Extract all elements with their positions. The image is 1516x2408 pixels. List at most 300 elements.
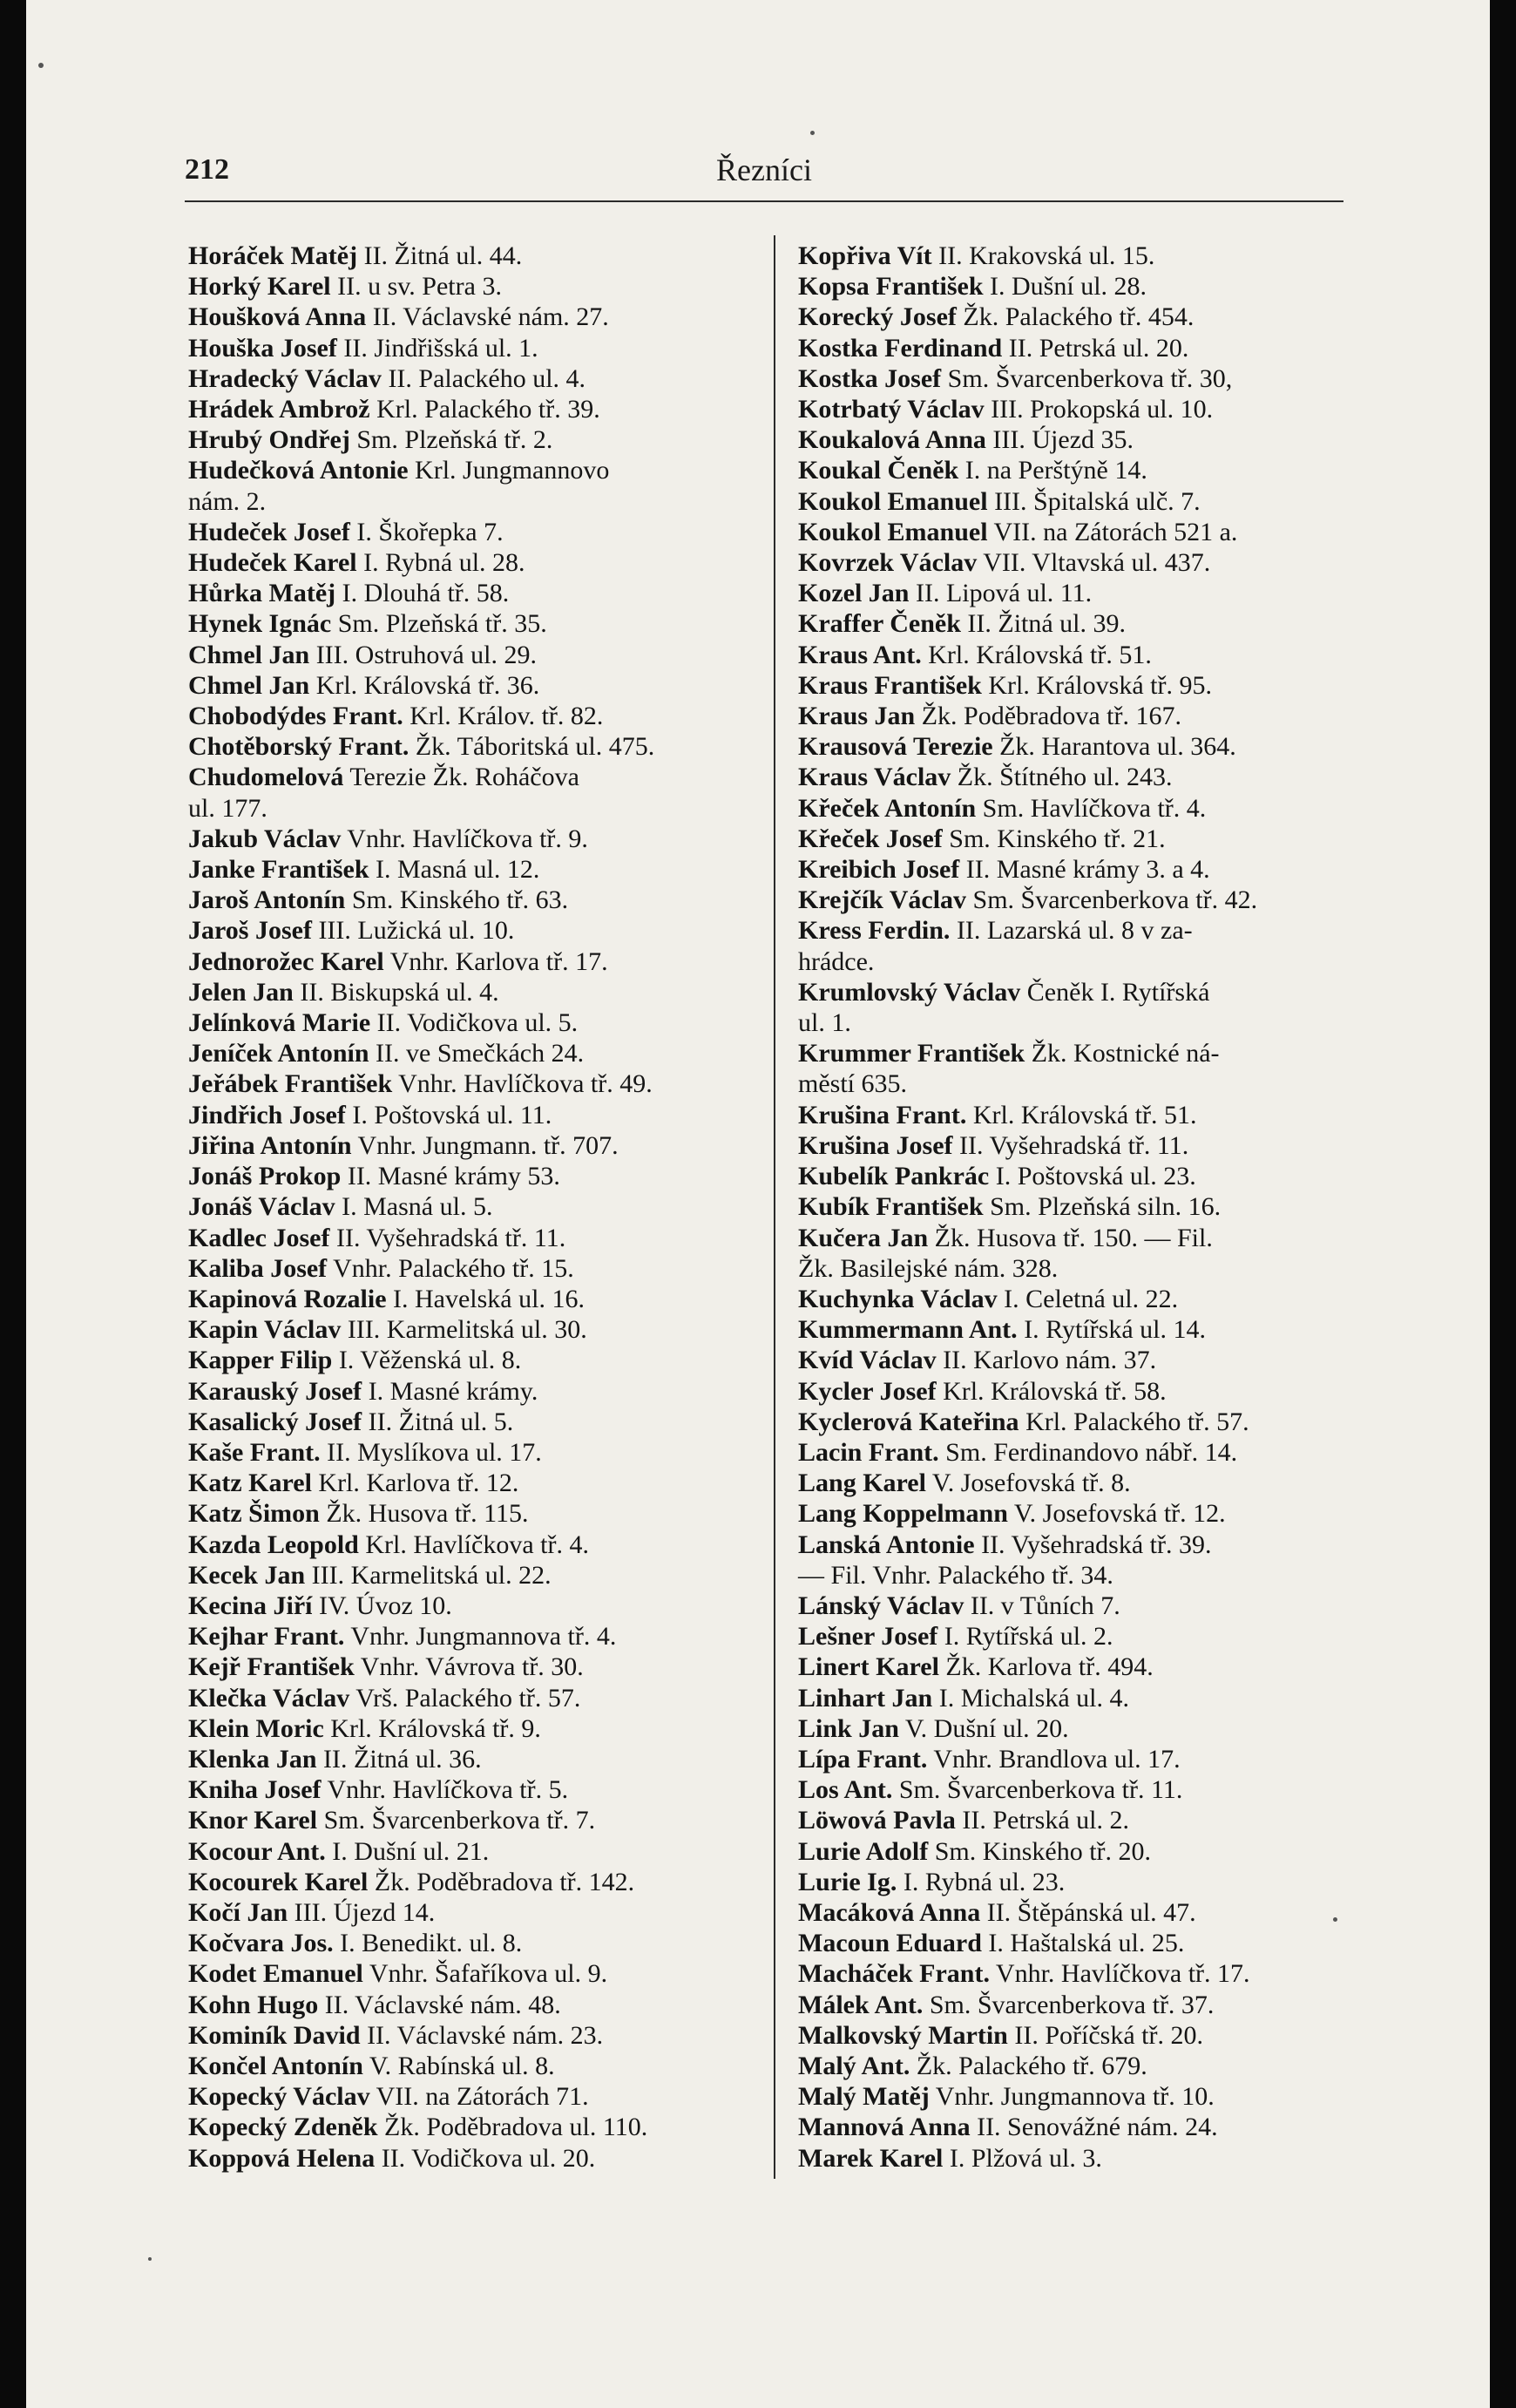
directory-entry bbox=[188, 2112, 746, 2142]
entry-name: Kocourek Karel bbox=[188, 1867, 369, 1896]
entry-address: městí 635. bbox=[798, 1069, 907, 1099]
directory-entry bbox=[798, 1897, 1364, 1928]
entry-name: Macoun Eduard bbox=[798, 1929, 982, 1958]
entry-address: Krl. Palackého tř. 57. bbox=[1019, 1407, 1249, 1436]
entry-address: II. Senovážné nám. 24. bbox=[970, 2113, 1218, 2142]
entry-name: Kopecký Václav bbox=[188, 2082, 370, 2112]
directory-entry bbox=[798, 1191, 1364, 1222]
directory-entry bbox=[188, 1191, 746, 1222]
right-column bbox=[798, 241, 1364, 2174]
entry-address: Vnhr. Havlíčkova tř. 49. bbox=[392, 1069, 653, 1099]
directory-entry bbox=[188, 271, 746, 302]
entry-address: II. Masné krámy 3. a 4. bbox=[959, 855, 1210, 885]
entry-address: Vnhr. Vávrova tř. 30. bbox=[354, 1652, 584, 1682]
entry-address: Krl. Karlova tř. 12. bbox=[311, 1469, 519, 1498]
entry-name: Kazda Leopold bbox=[188, 1530, 359, 1559]
directory-entry bbox=[798, 731, 1364, 762]
directory-entry bbox=[188, 1007, 746, 1038]
directory-entry bbox=[798, 271, 1364, 302]
entry-name: Kočí Jan bbox=[188, 1897, 288, 1927]
entry-address: II. Masné krámy 53. bbox=[341, 1162, 560, 1191]
entry-name: Lípa Frant. bbox=[798, 1744, 928, 1774]
entry-address: I. Dlouhá tř. 58. bbox=[335, 579, 510, 608]
directory-entry bbox=[798, 1530, 1364, 1560]
entry-name: Jakub Václav bbox=[188, 824, 342, 853]
entry-name: Jelínková Marie bbox=[188, 1008, 371, 1038]
entry-name: Kress Ferdin. bbox=[798, 916, 951, 946]
directory-entry bbox=[188, 424, 746, 455]
entry-address: VII. na Zátorách 71. bbox=[369, 2082, 589, 2112]
entry-address: III. Prokopská ul. 10. bbox=[984, 395, 1214, 424]
entry-name: Linert Karel bbox=[798, 1652, 939, 1682]
entry-name: Kapinová Rozalie bbox=[188, 1284, 387, 1313]
directory-entry bbox=[188, 1100, 746, 1130]
entry-name: Houška Josef bbox=[188, 333, 337, 363]
directory-entry bbox=[798, 1437, 1364, 1468]
entry-name: Houšková Anna bbox=[188, 302, 367, 332]
entry-address: II. Petrská ul. 2. bbox=[955, 1806, 1129, 1835]
entry-name: Kostka Ferdinand bbox=[798, 333, 1003, 363]
entry-address: Vnhr. Brandlova ul. 17. bbox=[927, 1744, 1181, 1774]
directory-entry bbox=[798, 2143, 1364, 2174]
directory-entry bbox=[798, 1253, 1364, 1284]
entry-name: Kycler Josef bbox=[798, 1376, 937, 1406]
entry-address: Žk. Poděbradova tř. 167. bbox=[915, 702, 1181, 731]
entry-address: II. ve Smečkách 24. bbox=[369, 1039, 585, 1068]
entry-address: Vnhr. Jungmannova tř. 10. bbox=[929, 2082, 1215, 2112]
print-speck bbox=[810, 131, 815, 135]
directory-entry bbox=[188, 1591, 746, 1621]
entry-name: Kapper Filip bbox=[188, 1346, 333, 1375]
directory-entry bbox=[188, 1284, 746, 1314]
entry-address: III. Špitalská ulč. 7. bbox=[987, 486, 1201, 516]
entry-name: Jiřina Antonín bbox=[188, 1130, 352, 1160]
directory-entry bbox=[188, 640, 746, 670]
entry-name: Kopřiva Vít bbox=[798, 241, 932, 270]
entry-name: Lurie Adolf bbox=[798, 1836, 929, 1866]
entry-name: Kvíd Václav bbox=[798, 1346, 937, 1375]
entry-address: III. Karmelitská ul. 30. bbox=[341, 1315, 587, 1345]
directory-entry bbox=[188, 1376, 746, 1407]
directory-entry bbox=[188, 608, 746, 639]
entry-address: II. Žitná ul. 5. bbox=[362, 1407, 514, 1436]
entry-name: Karauský Josef bbox=[188, 1376, 362, 1406]
entry-address: Čeněk I. Rytířská bbox=[1020, 977, 1210, 1007]
entry-name: Jeníček Antonín bbox=[188, 1039, 369, 1068]
entry-name: Lanská Antonie bbox=[798, 1530, 975, 1559]
entry-name: Lang Karel bbox=[798, 1469, 926, 1498]
entry-name: Kniha Josef bbox=[188, 1775, 321, 1805]
entry-name: Mannová Anna bbox=[798, 2113, 971, 2142]
entry-address: Žk. Kostnické ná- bbox=[1025, 1039, 1220, 1068]
entry-address: hrádce. bbox=[798, 946, 875, 976]
entry-name: Kejhar Frant. bbox=[188, 1622, 345, 1652]
directory-entry bbox=[188, 1437, 746, 1468]
entry-address: Sm. Švarcenberkova tř. 37. bbox=[923, 1990, 1215, 2019]
entry-address: I. Rytířská ul. 2. bbox=[937, 1622, 1113, 1652]
entry-address: Žk. Husova tř. 150. — Fil. bbox=[928, 1223, 1213, 1252]
directory-entry bbox=[798, 1652, 1364, 1682]
entry-address: I. Rybná ul. 28. bbox=[356, 548, 525, 578]
entry-name: Hrubý Ondřej bbox=[188, 425, 350, 455]
directory-entry bbox=[798, 2081, 1364, 2112]
directory-entry bbox=[188, 1407, 746, 1437]
entry-address: ul. 177. bbox=[188, 793, 267, 823]
entry-address: Sm. Plzeňská siln. 16. bbox=[983, 1192, 1222, 1222]
entry-name: Janke František bbox=[188, 855, 369, 885]
directory-entry bbox=[798, 1161, 1364, 1191]
entry-address: Sm. Švarcenberkova tř. 42. bbox=[966, 885, 1258, 915]
entry-address: I. Haštalská ul. 25. bbox=[981, 1929, 1185, 1958]
directory-entry bbox=[798, 1376, 1364, 1407]
entry-address: II. u sv. Petra 3. bbox=[330, 272, 502, 302]
directory-entry bbox=[798, 640, 1364, 670]
entry-address: II. Lipová ul. 11. bbox=[909, 579, 1093, 608]
entry-address: II. Žitná ul. 39. bbox=[960, 609, 1127, 639]
directory-entry bbox=[798, 1498, 1364, 1529]
entry-name: Málek Ant. bbox=[798, 1990, 924, 2019]
entry-address: Sm. Švarcenberkova tř. 7. bbox=[317, 1806, 596, 1835]
directory-entry bbox=[798, 2020, 1364, 2051]
entry-name: Kozel Jan bbox=[798, 579, 910, 608]
entry-address: I. Benedikt. ul. 8. bbox=[333, 1929, 523, 1958]
directory-entry bbox=[798, 1068, 1364, 1099]
entry-name: Malý Matěj bbox=[798, 2082, 930, 2112]
directory-entry bbox=[798, 1591, 1364, 1621]
entry-address: II. Žitná ul. 44. bbox=[357, 241, 523, 270]
page-header bbox=[185, 148, 1343, 202]
entry-name: Chobodýdes Frant. bbox=[188, 702, 403, 731]
entry-name: Kaliba Josef bbox=[188, 1253, 328, 1283]
entry-name: Koukol Emanuel bbox=[798, 517, 988, 546]
entry-address: I. na Perštýně 14. bbox=[958, 456, 1147, 485]
entry-address: nám. 2. bbox=[188, 486, 267, 516]
directory-entry bbox=[188, 946, 746, 977]
entry-name: Kuchynka Václav bbox=[798, 1284, 998, 1313]
entry-name: Koppová Helena bbox=[188, 2143, 376, 2173]
entry-address: Žk. Karlova tř. 494. bbox=[938, 1652, 1154, 1682]
entry-address: Krl. Královská tř. 36. bbox=[309, 670, 540, 700]
directory-entry bbox=[188, 1621, 746, 1652]
directory-entry bbox=[188, 1958, 746, 1989]
directory-entry bbox=[188, 2081, 746, 2112]
directory-entry bbox=[798, 1928, 1364, 1958]
entry-address: II. Václavské nám. 23. bbox=[360, 2020, 604, 2050]
entry-address: Sm. Plzeňská tř. 35. bbox=[331, 609, 547, 639]
directory-entry bbox=[188, 1223, 746, 1253]
entry-name: Lánský Václav bbox=[798, 1591, 964, 1620]
entry-address: Žk. Poděbradova tř. 142. bbox=[368, 1867, 635, 1896]
entry-name: Krummer František bbox=[798, 1039, 1025, 1068]
entry-address: II. Lazarská ul. 8 v za- bbox=[950, 916, 1193, 946]
entry-address: — Fil. Vnhr. Palackého tř. 34. bbox=[798, 1560, 1113, 1590]
entry-name: Marek Karel bbox=[798, 2143, 944, 2173]
directory-entry bbox=[188, 1253, 746, 1284]
directory-entry bbox=[798, 2051, 1364, 2081]
entry-address: Vnhr. Karlova tř. 17. bbox=[383, 946, 608, 976]
entry-name: Jelen Jan bbox=[188, 977, 294, 1007]
directory-entry bbox=[188, 670, 746, 701]
entry-name: Knor Karel bbox=[188, 1806, 318, 1835]
directory-entry bbox=[798, 424, 1364, 455]
entry-address: ul. 1. bbox=[798, 1008, 851, 1038]
directory-entry bbox=[188, 486, 746, 517]
directory-entry bbox=[188, 302, 746, 332]
directory-entry bbox=[798, 455, 1364, 485]
entry-address: Krl. Královská tř. 9. bbox=[323, 1713, 541, 1743]
section-title: Řezníci bbox=[716, 153, 812, 187]
entry-address: Sm. Švarcenberkova tř. 11. bbox=[892, 1775, 1183, 1805]
directory-entry bbox=[798, 486, 1364, 517]
entry-name: Kubelík Pankrác bbox=[798, 1162, 990, 1191]
entry-address: III. Karmelitská ul. 22. bbox=[305, 1560, 552, 1590]
directory-entry bbox=[188, 701, 746, 731]
entry-name: Löwová Pavla bbox=[798, 1806, 956, 1835]
directory-entry bbox=[188, 1345, 746, 1375]
entry-name: Krausová Terezie bbox=[798, 732, 993, 762]
directory-entry bbox=[798, 1958, 1364, 1989]
directory-entry bbox=[188, 793, 746, 824]
directory-entry bbox=[188, 1897, 746, 1928]
entry-address: Vnhr. Jungmannova tř. 4. bbox=[344, 1622, 617, 1652]
entry-address: I. Dušní ul. 21. bbox=[325, 1836, 490, 1866]
directory-entry bbox=[188, 578, 746, 608]
directory-entry bbox=[188, 1161, 746, 1191]
directory-entry bbox=[798, 547, 1364, 578]
directory-entry bbox=[798, 762, 1364, 792]
entry-name: Hudečková Antonie bbox=[188, 456, 409, 485]
entry-name: Krušina Frant. bbox=[798, 1100, 967, 1129]
entry-address: II. Biskupská ul. 4. bbox=[293, 977, 499, 1007]
entry-address: II. Žitná ul. 36. bbox=[316, 1744, 482, 1774]
entry-address: II. Vyšehradská tř. 11. bbox=[329, 1223, 566, 1252]
entry-name: Malý Ant. bbox=[798, 2051, 910, 2080]
directory-entry bbox=[798, 824, 1364, 854]
entry-address: V. Dušní ul. 20. bbox=[898, 1713, 1069, 1743]
entry-address: I. Michalská ul. 4. bbox=[932, 1683, 1130, 1713]
entry-address: Sm. Havlíčkova tř. 4. bbox=[976, 793, 1207, 823]
entry-name: Kopecký Zdeněk bbox=[188, 2113, 378, 2142]
directory-entry bbox=[188, 2020, 746, 2051]
directory-entry bbox=[798, 1284, 1364, 1314]
directory-entry bbox=[188, 333, 746, 363]
entry-name: Hradecký Václav bbox=[188, 363, 382, 393]
entry-name: Kodet Emanuel bbox=[188, 1959, 363, 1989]
directory-entry bbox=[188, 885, 746, 915]
directory-entry bbox=[798, 1345, 1364, 1375]
directory-entry bbox=[798, 701, 1364, 731]
directory-entry bbox=[798, 1621, 1364, 1652]
directory-entry bbox=[188, 1498, 746, 1529]
entry-address: II. Palackého ul. 4. bbox=[381, 363, 586, 393]
directory-entry bbox=[188, 1560, 746, 1591]
entry-address: II. v Tůních 7. bbox=[964, 1591, 1120, 1620]
entry-address: I. Poštovská ul. 11. bbox=[345, 1100, 552, 1129]
directory-entry bbox=[188, 1744, 746, 1774]
entry-address: IV. Úvoz 10. bbox=[312, 1591, 452, 1620]
entry-name: Jeřábek František bbox=[188, 1069, 393, 1099]
entry-name: Koukalová Anna bbox=[798, 425, 986, 455]
directory-entry bbox=[188, 1130, 746, 1161]
directory-entry bbox=[188, 824, 746, 854]
directory-entry bbox=[798, 1683, 1364, 1713]
entry-address: I. Plžová ul. 3. bbox=[943, 2143, 1102, 2173]
entry-address: II. Václavské nám. 27. bbox=[366, 302, 609, 332]
entry-name: Lurie Ig. bbox=[798, 1867, 897, 1896]
directory-entry bbox=[188, 455, 746, 485]
entry-address: I. Dušní ul. 28. bbox=[983, 272, 1147, 302]
entry-address: Sm. Ferdinandovo nábř. 14. bbox=[938, 1437, 1238, 1467]
entry-name: Kraus Jan bbox=[798, 702, 916, 731]
entry-address: I. Masná ul. 12. bbox=[369, 855, 540, 885]
entry-name: Chotěborský Frant. bbox=[188, 732, 409, 762]
directory-entry bbox=[798, 1314, 1364, 1345]
entry-name: Jaroš Antonín bbox=[188, 885, 346, 915]
entry-address: III. Újezd 14. bbox=[288, 1897, 436, 1927]
entry-name: Končel Antonín bbox=[188, 2051, 363, 2080]
page-number: 212 bbox=[185, 153, 229, 186]
entry-name: Kecina Jiří bbox=[188, 1591, 313, 1620]
directory-entry bbox=[188, 547, 746, 578]
entry-address: I. Rybná ul. 23. bbox=[897, 1867, 1066, 1896]
directory-entry bbox=[798, 854, 1364, 885]
directory-entry bbox=[798, 517, 1364, 547]
entry-name: Koukal Čeněk bbox=[798, 456, 959, 485]
entry-address: Žk. Palackého tř. 454. bbox=[956, 302, 1195, 332]
directory-entry bbox=[188, 394, 746, 424]
directory-entry bbox=[798, 885, 1364, 915]
entry-name: Klenka Jan bbox=[188, 1744, 317, 1774]
directory-entry bbox=[798, 333, 1364, 363]
entry-address: I. Věženská ul. 8. bbox=[332, 1346, 522, 1375]
entry-name: Kraus Václav bbox=[798, 763, 951, 792]
directory-entry bbox=[188, 731, 746, 762]
directory-entry bbox=[798, 670, 1364, 701]
directory-entry bbox=[798, 2112, 1364, 2142]
entry-name: Kadlec Josef bbox=[188, 1223, 330, 1252]
directory-entry bbox=[798, 946, 1364, 977]
column-divider bbox=[774, 235, 775, 2179]
entry-address: Žk. Poděbradova ul. 110. bbox=[377, 2113, 648, 2142]
entry-name: Horáček Matěj bbox=[188, 241, 358, 270]
directory-entry bbox=[188, 762, 746, 792]
entry-name: Hudeček Josef bbox=[188, 517, 350, 546]
directory-entry bbox=[188, 363, 746, 394]
entry-name: Kyclerová Kateřina bbox=[798, 1407, 1019, 1436]
entry-address: Vnhr. Palackého tř. 15. bbox=[327, 1253, 574, 1283]
entry-address: Žk. Harantova ul. 364. bbox=[992, 732, 1236, 762]
entry-address: Vnhr. Havlíčkova tř. 17. bbox=[989, 1959, 1250, 1989]
directory-entry bbox=[188, 977, 746, 1007]
entry-name: Hrádek Ambrož bbox=[188, 395, 370, 424]
directory-entry bbox=[798, 793, 1364, 824]
entry-address: Sm. Kinského tř. 21. bbox=[942, 824, 1166, 853]
entry-address: Žk. Husova tř. 115. bbox=[319, 1499, 529, 1529]
entry-address: Terezie Žk. Roháčova bbox=[343, 763, 579, 792]
directory-entry bbox=[188, 854, 746, 885]
directory-entry bbox=[798, 1774, 1364, 1805]
directory-entry bbox=[798, 241, 1364, 271]
entry-address: Krl. Králov. tř. 82. bbox=[403, 702, 604, 731]
entry-name: Kraus František bbox=[798, 670, 982, 700]
entry-name: Krejčík Václav bbox=[798, 885, 967, 915]
entry-name: Kopsa František bbox=[798, 272, 984, 302]
entry-address: III. Ostruhová ul. 29. bbox=[309, 640, 537, 669]
directory-entry bbox=[798, 1038, 1364, 1068]
directory-entry bbox=[798, 1744, 1364, 1774]
print-speck bbox=[38, 63, 44, 68]
entry-address: II. Vodičkova ul. 20. bbox=[375, 2143, 596, 2173]
entry-address: II. Štěpánská ul. 47. bbox=[980, 1897, 1196, 1927]
directory-entry bbox=[188, 1038, 746, 1068]
entry-name: Hynek Ignác bbox=[188, 609, 332, 639]
entry-address: Sm. Plzeňská tř. 2. bbox=[349, 425, 553, 455]
entry-name: Kominík David bbox=[188, 2020, 361, 2050]
entry-address: Krl. Havlíčkova tř. 4. bbox=[358, 1530, 589, 1559]
print-speck bbox=[1333, 1917, 1337, 1922]
directory-entry bbox=[798, 578, 1364, 608]
entry-name: Korecký Josef bbox=[798, 302, 957, 332]
entry-name: Kapin Václav bbox=[188, 1315, 342, 1345]
directory-entry bbox=[798, 977, 1364, 1007]
directory-entry bbox=[188, 241, 746, 271]
entry-name: Kasalický Josef bbox=[188, 1407, 362, 1436]
entry-address: III. Újezd 35. bbox=[985, 425, 1134, 455]
entry-name: Los Ant. bbox=[798, 1775, 893, 1805]
directory-entry bbox=[188, 915, 746, 946]
entry-address: II. Karlovo nám. 37. bbox=[936, 1346, 1157, 1375]
entry-name: Lešner Josef bbox=[798, 1622, 938, 1652]
entry-name: Macáková Anna bbox=[798, 1897, 981, 1927]
entry-address: VII. na Zátorách 521 a. bbox=[987, 517, 1238, 546]
entry-name: Kraffer Čeněk bbox=[798, 609, 961, 639]
entry-address: I. Škořepka 7. bbox=[349, 517, 504, 546]
entry-address: Vrš. Palackého tř. 57. bbox=[349, 1683, 581, 1713]
entry-address: II. Myslíkova ul. 17. bbox=[320, 1437, 542, 1467]
entry-address: III. Lužická ul. 10. bbox=[311, 916, 515, 946]
entry-address: Sm. Kinského tř. 63. bbox=[345, 885, 569, 915]
entry-address: Krl. Jungmannovo bbox=[408, 456, 610, 485]
print-speck bbox=[148, 2257, 152, 2261]
entry-name: Hůrka Matěj bbox=[188, 579, 336, 608]
book-page bbox=[26, 0, 1490, 2408]
entry-name: Krušina Josef bbox=[798, 1130, 953, 1160]
directory-entry bbox=[798, 1468, 1364, 1498]
entry-name: Jonáš Prokop bbox=[188, 1162, 342, 1191]
entry-name: Link Jan bbox=[798, 1713, 899, 1743]
directory-entry bbox=[798, 1805, 1364, 1835]
directory-entry bbox=[188, 1314, 746, 1345]
entry-address: V. Rabínská ul. 8. bbox=[362, 2051, 555, 2080]
entry-name: Chmel Jan bbox=[188, 640, 310, 669]
left-column bbox=[188, 241, 746, 2174]
directory-entry bbox=[188, 1990, 746, 2020]
entry-name: Macháček Frant. bbox=[798, 1959, 990, 1989]
directory-entry bbox=[798, 363, 1364, 394]
entry-address: I. Masné krámy. bbox=[362, 1376, 538, 1406]
entry-address: Krl. Královská tř. 58. bbox=[936, 1376, 1167, 1406]
directory-entry bbox=[798, 608, 1364, 639]
entry-address: II. Poříčská tř. 20. bbox=[1007, 2020, 1203, 2050]
entry-name: Kočvara Jos. bbox=[188, 1929, 334, 1958]
entry-address: I. Poštovská ul. 23. bbox=[989, 1162, 1196, 1191]
entry-name: Katz Šimon bbox=[188, 1499, 320, 1529]
entry-address: I. Havelská ul. 16. bbox=[386, 1284, 585, 1313]
directory-entry bbox=[798, 1867, 1364, 1897]
entry-name: Křeček Josef bbox=[798, 824, 943, 853]
entry-name: Lacin Frant. bbox=[798, 1437, 939, 1467]
entry-address: Krl. Palackého tř. 39. bbox=[369, 395, 600, 424]
